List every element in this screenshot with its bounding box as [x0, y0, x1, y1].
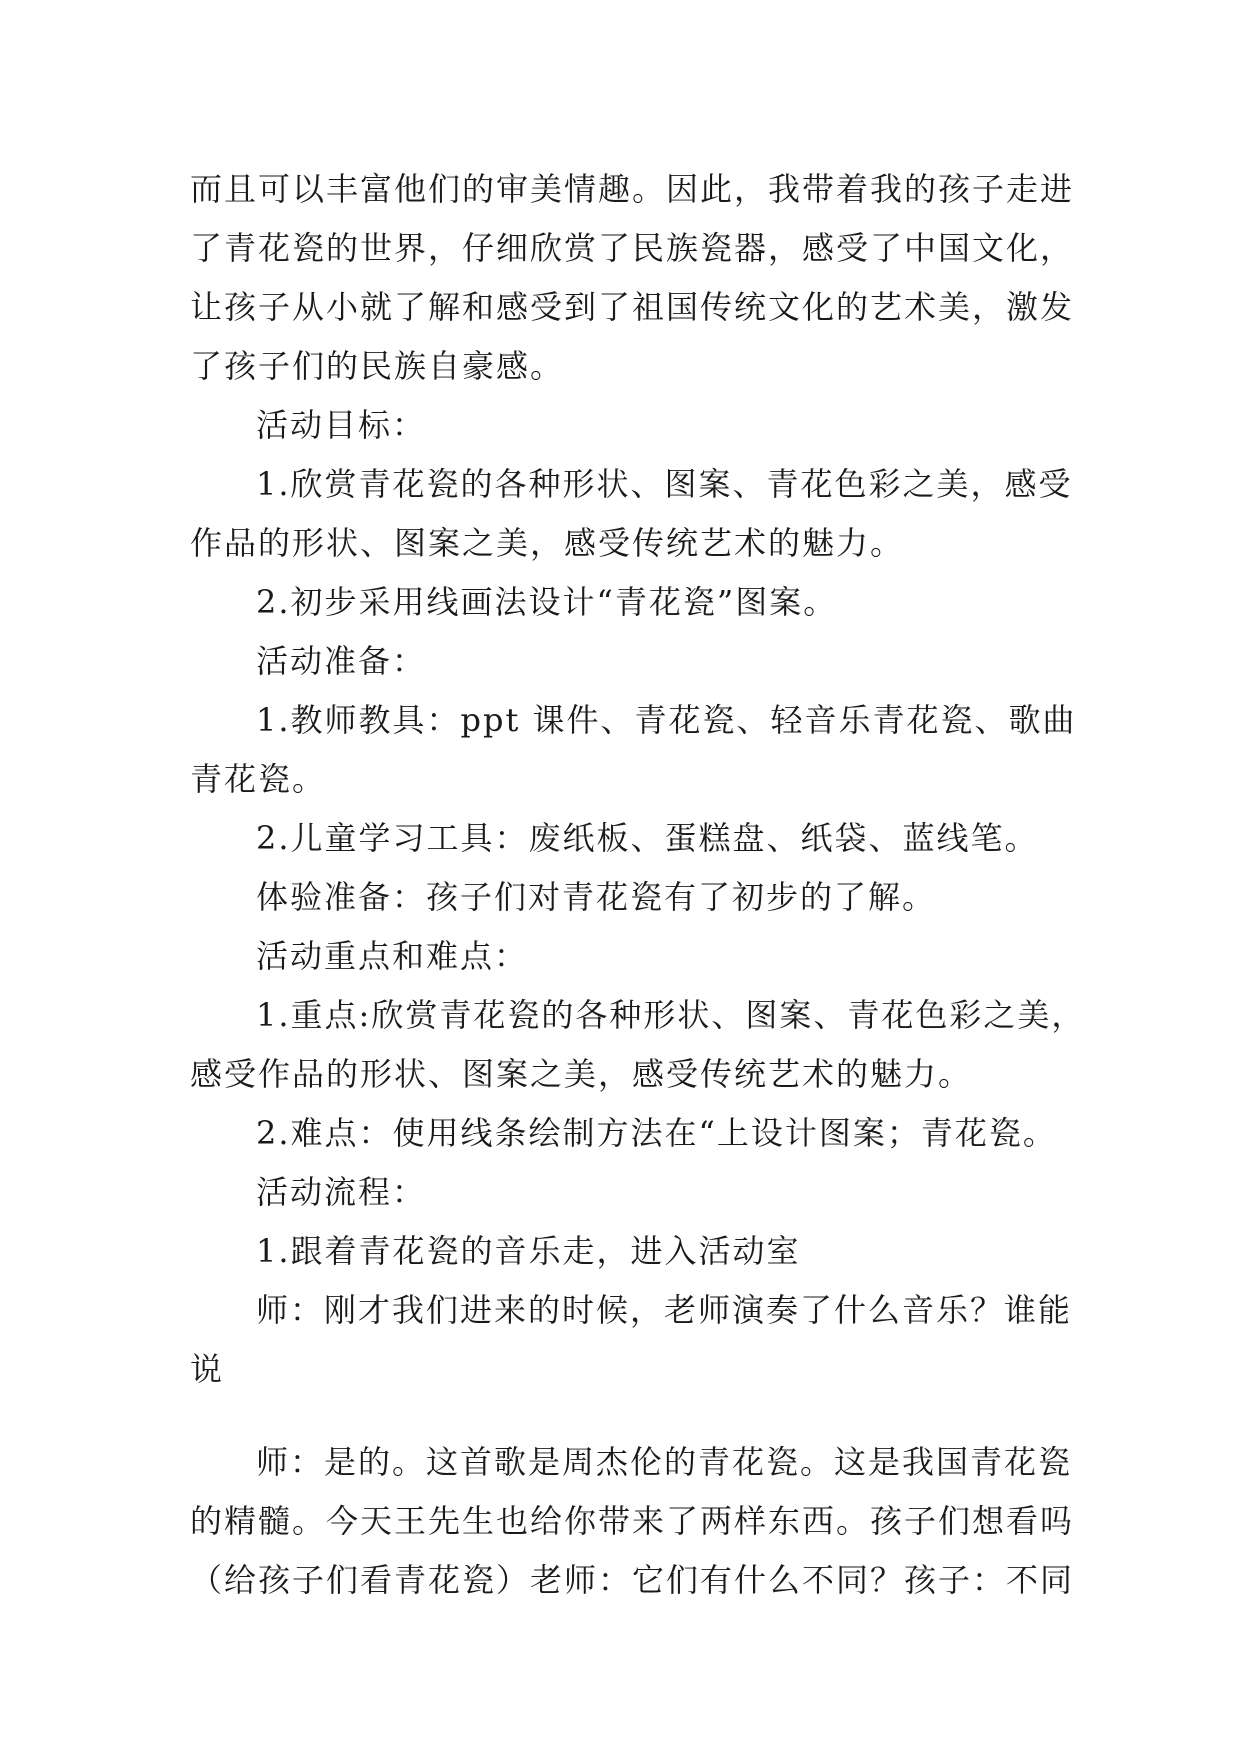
- paragraph-line: 2.儿童学习工具：废纸板、蛋糕盘、纸袋、蓝线笔。: [256, 819, 1039, 857]
- paragraph-gap: [190, 1399, 1060, 1433]
- paragraph-line: 作品的形状、图案之美，感受传统艺术的魅力。: [190, 524, 905, 562]
- paragraph-line: 感受作品的形状、图案之美，感受传统艺术的魅力。: [190, 1055, 973, 1093]
- section-heading-preparation: 活动准备：: [256, 642, 427, 680]
- paragraph-line: 2.初步采用线画法设计“青花瓷”图案。: [256, 583, 838, 621]
- paragraph-line: 说: [190, 1350, 225, 1388]
- section-heading-goals: 活动目标：: [256, 406, 427, 444]
- document-body: [190, 160, 1086, 1610]
- paragraph-line: 让孩子从小就了解和感受到了祖国传统文化的艺术美，激发: [190, 288, 1075, 326]
- paragraph-line: 1.欣赏青花瓷的各种形状、图案、青花色彩之美，感受: [256, 465, 1073, 503]
- paragraph-line: 了孩子们的民族自豪感。: [190, 347, 565, 385]
- paragraph-line: 2.难点：使用线条绘制方法在“上设计图案；青花瓷。: [256, 1114, 1057, 1152]
- section-heading-key-points: 活动重点和难点：: [256, 937, 529, 975]
- paragraph-line: 1.跟着青花瓷的音乐走，进入活动室: [256, 1232, 801, 1270]
- paragraph-line: 青花瓷。: [190, 760, 327, 798]
- paragraph-line: （给孩子们看青花瓷）老师：它们有什么不同？孩子：不同: [190, 1561, 1075, 1599]
- paragraph-line: 了青花瓷的世界，仔细欣赏了民族瓷器，感受了中国文化，: [190, 229, 1075, 267]
- paragraph-line: 而且可以丰富他们的审美情趣。因此，我带着我的孩子走进: [190, 170, 1075, 208]
- paragraph-line: 1.教师教具：ppt 课件、青花瓷、轻音乐青花瓷、歌曲: [256, 701, 1077, 739]
- paragraph-line: 师：刚才我们进来的时候，老师演奏了什么音乐？谁能: [256, 1291, 1073, 1329]
- paragraph-line: 1.重点:欣赏青花瓷的各种形状、图案、青花色彩之美，: [256, 996, 1086, 1034]
- section-heading-process: 活动流程：: [256, 1173, 427, 1211]
- paragraph-line: 体验准备：孩子们对青花瓷有了初步的了解。: [256, 878, 937, 916]
- paragraph-line: 的精髓。今天王先生也给你带来了两样东西。孩子们想看吗: [190, 1502, 1075, 1540]
- paragraph-line: 师：是的。这首歌是周杰伦的青花瓷。这是我国青花瓷: [256, 1443, 1073, 1481]
